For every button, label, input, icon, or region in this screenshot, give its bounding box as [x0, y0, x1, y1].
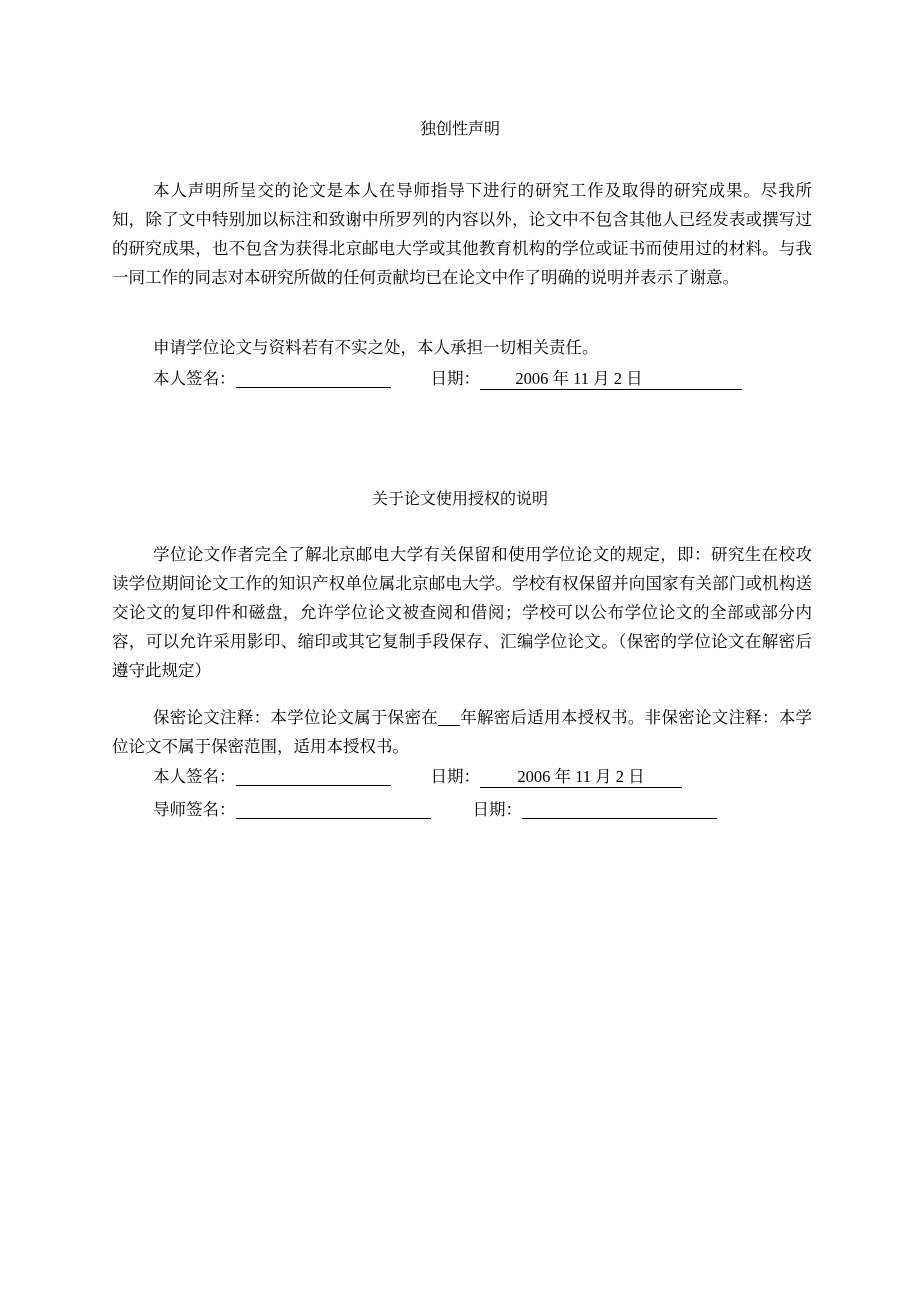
authorization-paragraph-1: 学位论文作者完全了解北京邮电大学有关保留和使用学位论文的规定，即：研究生在校攻读学位期间论文工作的知识产权单位属北京邮电大学。学校有权保留并向国家有关部门或机构送交论文的复印件和磁盘，允许学位论文被查阅和借阅；学校可以公布学位论文的全部或部分内容，可以允许采用影印、缩印或其它复制手段保存、汇编学位论文。（保密的学位论文在解密后遵守此规定） [112, 545, 812, 680]
confidential-note-part-1: 保密论文注释：本学位论文属于保密在 [153, 708, 438, 727]
advisor-signature-label: 导师签名： [153, 800, 236, 819]
date-value [480, 369, 742, 390]
advisor-date-line [522, 800, 717, 819]
confidential-note-part-2: 年解密后适用本授权书。非保密论文注释：本学位论文不属于保密范围，适用本授权书。 [112, 708, 813, 756]
date-value-text: 2006 年 11 月 2 日 [515, 369, 643, 388]
advisor-signature-row [153, 799, 717, 821]
declaration-paragraph-1: 本人声明所呈交的论文是本人在导师指导下进行的研究工作及取得的研究成果。尽我所知，除了文中特别加以标注和致谢中所罗列的内容以外，论文中不包含其他人已经发表或撰写过的研究成果，也不包含为获得北京邮电大学或其他教育机构的学位或证书而使用过的材料。与我一同工作的同志对本研究所做的任何贡献均已在论文中作了明确的说明并表示了谢意。 [112, 181, 812, 287]
author-signature-row [153, 766, 682, 788]
signature-label: 本人签名： [153, 369, 236, 388]
authorization-title: 关于论文使用授权的说明 [371, 489, 548, 508]
author-date-label: 日期： [430, 767, 480, 786]
signature-line [236, 369, 391, 388]
advisor-signature-line [236, 800, 431, 819]
date-label: 日期： [430, 369, 480, 388]
confidential-years-blank [438, 708, 460, 726]
declaration-signature-row [153, 368, 742, 390]
author-date-value [480, 767, 682, 788]
author-date-value-text: 2006 年 11 月 2 日 [517, 767, 645, 786]
authorization-paragraph-2 [112, 703, 812, 761]
author-signature-label: 本人签名： [153, 767, 236, 786]
declaration-title: 独创性声明 [419, 119, 500, 138]
advisor-date-label: 日期： [472, 800, 522, 819]
author-signature-line [236, 767, 391, 786]
declaration-paragraph-2: 申请学位论文与资料若有不实之处，本人承担一切相关责任。 [153, 338, 599, 357]
